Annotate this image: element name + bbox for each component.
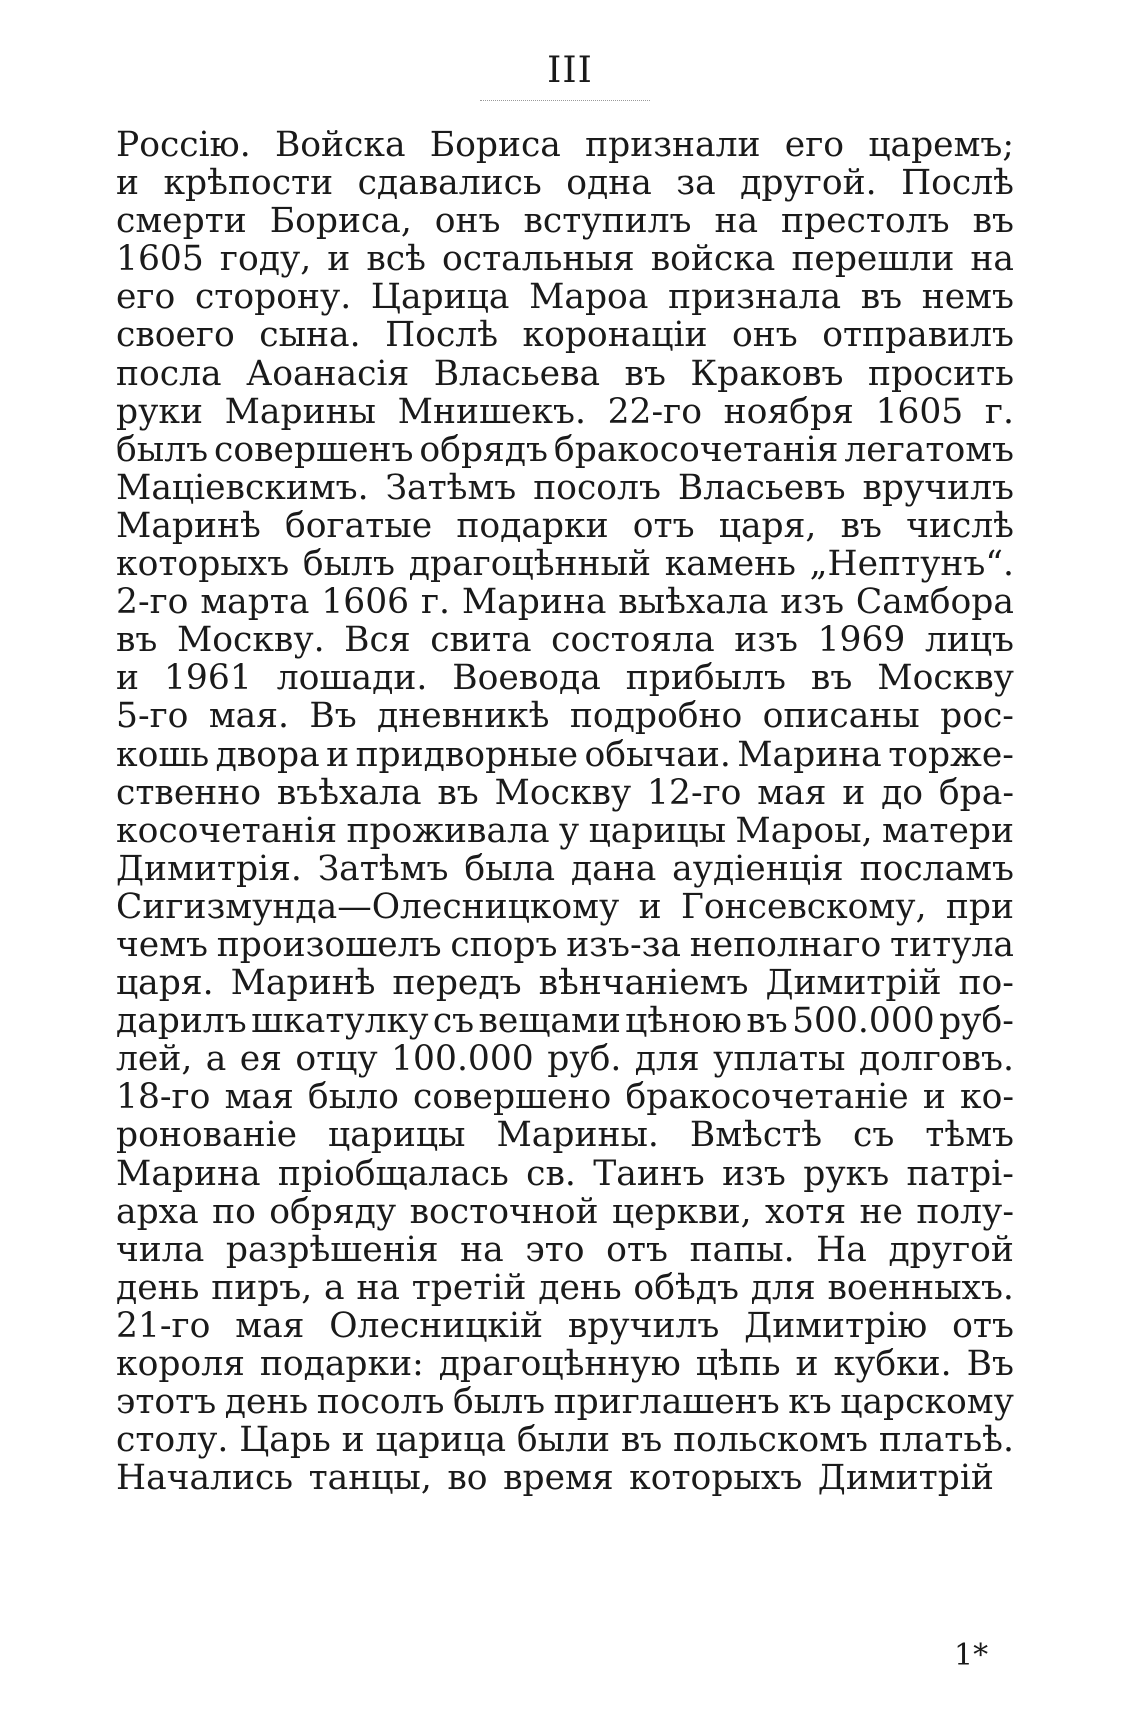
word: мая [224, 1077, 294, 1118]
word: бракосочетанія [553, 429, 839, 470]
word: на [460, 1229, 504, 1270]
word: его [116, 277, 176, 318]
word: Власьевъ [677, 467, 846, 508]
word: это [525, 1229, 585, 1270]
word: на [970, 239, 1014, 280]
word: другой. [740, 163, 877, 204]
word: 1961 [163, 658, 252, 699]
word: 100.000 [391, 1039, 534, 1080]
word: обычаи. [584, 734, 731, 775]
word: Сигизмунда—Олесницкому [116, 886, 620, 927]
text-line [116, 1459, 1014, 1497]
word: остальныя [441, 239, 635, 280]
word: Марина [461, 582, 607, 623]
word: Марины. [496, 1115, 659, 1156]
word: Димитрію [744, 1305, 928, 1346]
word: въ [860, 277, 903, 318]
text-line [116, 1421, 1014, 1459]
word: до [881, 772, 924, 813]
word: не [859, 1191, 903, 1232]
word: долговъ. [858, 1039, 1014, 1080]
word: Царица [370, 277, 510, 318]
word: Димитрій [817, 1458, 994, 1499]
word: Аоанасія [246, 353, 410, 394]
text-line [116, 926, 1014, 964]
word: 18-го [116, 1077, 211, 1118]
text-line [116, 964, 1014, 1002]
word: по- [958, 963, 1014, 1004]
text-line [116, 126, 1014, 164]
word: руб- [939, 1001, 1014, 1042]
text-line [116, 736, 1014, 774]
text-line [116, 202, 1014, 240]
word: цѣною [625, 1001, 742, 1042]
word: военныхъ. [827, 1267, 1014, 1308]
text-line [116, 316, 1014, 354]
text-line [116, 774, 1014, 812]
signature-mark: 1* [954, 1638, 989, 1673]
word: было [307, 1077, 399, 1118]
word: ственно [116, 772, 262, 813]
text-line [116, 1002, 1014, 1040]
word: въѣхала [276, 772, 422, 813]
text-line [116, 1193, 1014, 1231]
text-line [116, 583, 1014, 621]
word: день [116, 1267, 200, 1308]
word: кубки. [833, 1344, 952, 1384]
word: царя, [718, 505, 817, 546]
word: восточной [409, 1191, 599, 1232]
word: Въ [966, 1344, 1014, 1384]
text-line [116, 507, 1014, 545]
word: Царь [239, 1420, 331, 1461]
word: матери [881, 810, 1014, 851]
text-line [116, 355, 1014, 393]
word: изъ-за [566, 924, 681, 965]
text-line [116, 393, 1014, 431]
word: столу. [116, 1420, 229, 1461]
word: въ [437, 772, 479, 813]
word: обряду [269, 1191, 397, 1232]
text-line [116, 1116, 1014, 1154]
word: крѣпости [163, 163, 334, 204]
word: сдавались [357, 163, 542, 204]
word: цѣпь [695, 1344, 781, 1384]
word: кошь [116, 734, 210, 775]
word: 1605 [116, 239, 204, 280]
word: 12-го [647, 772, 742, 813]
word: церкви, [611, 1191, 752, 1232]
word: перешли [791, 239, 955, 280]
word: придворные [355, 734, 579, 775]
word: Марина [116, 1153, 261, 1194]
word: вещами [478, 1001, 621, 1042]
word: царица [375, 1420, 507, 1461]
word: а [324, 1267, 345, 1308]
word: а [205, 1039, 227, 1080]
word: и [638, 886, 662, 927]
word: посолъ [316, 1382, 445, 1423]
word: бракосочетаніе [625, 1077, 909, 1118]
word: чила [116, 1229, 205, 1270]
word: папы. [689, 1229, 795, 1270]
word: Москву [494, 772, 632, 813]
word: день [538, 1267, 622, 1308]
word: мая [235, 1305, 305, 1346]
word: Марина [737, 734, 882, 775]
word: шкатулку [251, 1001, 429, 1042]
word: Мароа [529, 277, 649, 318]
word: торже- [888, 734, 1014, 775]
word: для [634, 1039, 700, 1080]
word: выѣхала [618, 582, 769, 623]
word: одна [566, 163, 652, 204]
word: для [750, 1267, 816, 1308]
word: въ [116, 620, 158, 661]
word: войска [650, 239, 776, 280]
word: титула [890, 924, 1014, 965]
word: отъ [632, 505, 695, 546]
word: лошади. [276, 658, 428, 699]
word: арха [116, 1191, 199, 1232]
word: дарилъ [116, 1001, 247, 1042]
word: Москву [877, 658, 1014, 699]
text-line [116, 697, 1014, 735]
word: Самбора [855, 582, 1014, 623]
text-line [116, 850, 1014, 888]
word: и [326, 734, 350, 775]
word: драгоцѣнную [438, 1344, 681, 1384]
word: Олесницкій [329, 1305, 543, 1346]
word: въ [620, 1420, 663, 1461]
word: на [356, 1267, 400, 1308]
word: хотя [765, 1191, 847, 1232]
word: споръ [450, 924, 558, 965]
word: полу- [916, 1191, 1014, 1232]
word: и [795, 1344, 819, 1384]
word: вручилъ [862, 467, 1014, 508]
word: былъ [116, 429, 209, 470]
word: просить [867, 353, 1014, 394]
word: 22-го [607, 391, 703, 432]
word: Гонсевскому, [681, 886, 927, 927]
word: Бориса, [269, 201, 412, 242]
word: въ [840, 505, 882, 546]
word: въ [624, 353, 666, 394]
word: дана [570, 848, 657, 889]
text-line [116, 164, 1014, 202]
text-line [116, 1231, 1014, 1269]
word: г. [420, 582, 451, 623]
word: Мнишекъ. [397, 391, 586, 432]
text-line [116, 1155, 1014, 1193]
word: у [558, 810, 580, 851]
word: описаны [762, 696, 920, 737]
text-line [116, 1269, 1014, 1307]
word: ея [239, 1039, 282, 1080]
word: признала [668, 277, 842, 318]
word: Таинъ [593, 1153, 705, 1194]
word: была [464, 848, 556, 889]
text-line [116, 1078, 1014, 1116]
word: Краковъ [690, 353, 844, 394]
word: произошелъ [216, 924, 442, 965]
word: Бориса [429, 125, 561, 165]
word: царя. [116, 963, 214, 1004]
text-line [116, 1307, 1014, 1345]
text-line [116, 888, 1014, 926]
text-line [116, 1040, 1014, 1078]
word: руки [116, 391, 203, 432]
text-line [116, 545, 1014, 583]
word: подробно [569, 696, 743, 737]
word: легатомъ [844, 429, 1014, 470]
text-line [116, 469, 1014, 507]
word: отъ [952, 1305, 1014, 1346]
word: при [945, 886, 1014, 927]
word: рукъ [803, 1153, 890, 1194]
word: и [842, 772, 866, 813]
word: Димитрія. [116, 848, 302, 889]
word: мая [757, 772, 827, 813]
text-line [116, 621, 1014, 659]
word: были [516, 1420, 611, 1461]
word: въ [746, 1001, 788, 1042]
word: обѣдъ [633, 1267, 739, 1308]
word: короля [116, 1344, 245, 1384]
word: богатые [284, 505, 433, 546]
word: царицы [328, 1115, 466, 1156]
word: которыхъ [116, 544, 290, 585]
word: царскому [840, 1382, 1014, 1423]
word: Мароы, [735, 810, 873, 851]
word: отцу [295, 1039, 378, 1080]
word: время [503, 1458, 614, 1499]
word: Послѣ [385, 315, 498, 356]
text-line [116, 240, 1014, 278]
word: Послѣ [901, 163, 1014, 204]
word: въ [810, 658, 853, 699]
word: „Нептунъ“. [809, 544, 1014, 585]
word: 21-го [116, 1305, 211, 1346]
word: Начались [116, 1458, 294, 1499]
word: 5-го [116, 696, 189, 737]
word: 1606 [321, 582, 410, 623]
word: платьѣ. [878, 1420, 1014, 1461]
word: царемъ; [868, 125, 1014, 165]
word: обрядъ [419, 429, 548, 470]
word: 500.000 [792, 1001, 935, 1042]
word: лей, [116, 1039, 193, 1080]
word: отправилъ [822, 315, 1014, 356]
word: неполнаго [689, 924, 882, 965]
word: былъ [452, 1382, 546, 1423]
word: третій [411, 1267, 527, 1308]
word: Димитрій [765, 963, 942, 1004]
word: На [816, 1229, 867, 1270]
word: двора [215, 734, 320, 775]
word: 1605 [875, 391, 964, 432]
word: изъ [780, 582, 845, 623]
word: бра- [938, 772, 1014, 813]
text-line [116, 1345, 1014, 1383]
word: отъ [606, 1229, 668, 1270]
header-divider [480, 100, 650, 101]
word: которыхъ [629, 1458, 803, 1499]
word: вѣнчаніемъ [538, 963, 749, 1004]
word: Власьева [433, 353, 601, 394]
word: этотъ [116, 1382, 217, 1423]
word: передъ [392, 963, 522, 1004]
word: Воевода [452, 658, 601, 699]
word: польскомъ [673, 1420, 868, 1461]
word: чемъ [116, 924, 209, 965]
word: руб. [547, 1039, 622, 1080]
word: уплаты [713, 1039, 846, 1080]
word: и [327, 239, 351, 280]
word: мая. [208, 696, 289, 737]
word: Маціевскимъ. [116, 467, 369, 508]
word: совершено [413, 1077, 612, 1118]
word: коронаціи [522, 315, 708, 356]
word: состояла [551, 620, 715, 661]
word: подарки [456, 505, 609, 546]
word: драгоцѣнный [408, 544, 651, 585]
word: признали [585, 125, 761, 165]
text-line [116, 812, 1014, 850]
word: съ [853, 1115, 895, 1156]
word: и [341, 1420, 365, 1461]
word: приглашенъ [553, 1382, 780, 1423]
word: смерти [116, 201, 247, 242]
word: г. [984, 391, 1014, 432]
word: онъ [434, 201, 501, 242]
word: ноября [723, 391, 854, 432]
word: Москву. [176, 620, 325, 661]
page-number: III [547, 50, 593, 91]
text-line [116, 659, 1014, 697]
word: вступилъ [523, 201, 692, 242]
text-line [116, 1383, 1014, 1421]
word: св. [526, 1153, 576, 1194]
text-line [116, 431, 1014, 469]
word: по [212, 1191, 256, 1232]
word: престолъ [781, 201, 950, 242]
word: камень [664, 544, 796, 585]
word: разрѣшенія [225, 1229, 439, 1270]
word: дневникѣ [377, 696, 550, 737]
word: былъ [302, 544, 396, 585]
word: Маринѣ [230, 963, 376, 1004]
word: съ [432, 1001, 475, 1042]
word: Затѣмъ [385, 467, 517, 508]
word: лицъ [924, 620, 1014, 661]
word: танцы, [308, 1458, 432, 1499]
body-text [116, 126, 1014, 1497]
word: косочетанія [116, 810, 338, 851]
word: пріобщалась [277, 1153, 509, 1194]
word: подарки: [259, 1344, 424, 1384]
word: ронованіе [116, 1115, 298, 1156]
word: изъ [722, 1153, 786, 1194]
word: 1969 [817, 620, 906, 661]
word: году, [219, 239, 312, 280]
word: изъ [734, 620, 799, 661]
word: Войска [274, 125, 406, 165]
word: день [224, 1382, 309, 1423]
word: Марины [224, 391, 377, 432]
word: патрі- [906, 1153, 1014, 1194]
word: проживала [346, 810, 550, 851]
word: и [116, 658, 139, 699]
word: совершенъ [214, 429, 414, 470]
word: сына. [259, 315, 361, 356]
word: Затѣмъ [317, 848, 449, 889]
word: на [714, 201, 759, 242]
word: во [447, 1458, 488, 1499]
word: посла [116, 353, 222, 394]
word: свита [430, 620, 532, 661]
word: рос- [940, 696, 1014, 737]
word: Маринѣ [116, 505, 261, 546]
word: всѣ [366, 239, 426, 280]
word: царицы [588, 810, 727, 851]
word: и [922, 1077, 946, 1118]
word: своего [116, 315, 235, 356]
word: марта [200, 582, 310, 623]
word: немъ [921, 277, 1014, 318]
word: другой [888, 1229, 1014, 1270]
word: за [676, 163, 716, 204]
word: и [116, 163, 139, 204]
word: ко- [960, 1077, 1014, 1118]
word: его [784, 125, 845, 165]
word: Вмѣстѣ [689, 1115, 823, 1156]
word: числѣ [906, 505, 1014, 546]
word: тѣмъ [925, 1115, 1014, 1156]
word: Вся [344, 620, 411, 661]
word: посолъ [533, 467, 661, 508]
word: онъ [731, 315, 798, 356]
word: прибылъ [625, 658, 786, 699]
word: къ [788, 1382, 832, 1423]
word: 2-го [116, 582, 189, 623]
word: пиръ, [211, 1267, 313, 1308]
word: аудіенція [672, 848, 844, 889]
text-line [116, 278, 1014, 316]
word: вручилъ [567, 1305, 720, 1346]
word: Россію. [116, 125, 251, 165]
word: Въ [309, 696, 357, 737]
word: посламъ [859, 848, 1014, 889]
word: въ [972, 201, 1014, 242]
word: сторону. [194, 277, 352, 318]
